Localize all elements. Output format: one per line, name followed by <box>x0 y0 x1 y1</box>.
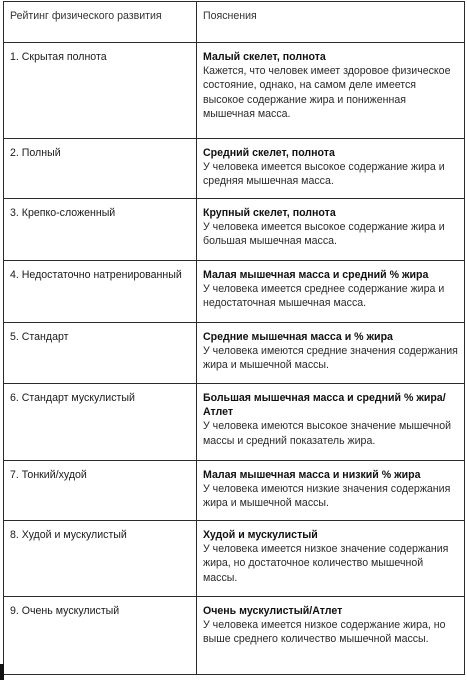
explanation-title: Малая мышечная масса и низкий % жира <box>203 469 421 481</box>
table-row <box>4 323 465 384</box>
rating-name: 1. Скрытая полнота <box>4 43 197 139</box>
explanation-cell <box>197 199 465 261</box>
rating-name: 6. Стандарт мускулистый <box>4 384 197 461</box>
explanation-text: У человека имеется высокое содержание жира и большая мышечная масса. <box>203 221 445 248</box>
explanation-cell <box>197 261 465 323</box>
explanation-text: У человека имеется низкое содержание жира, но выше среднего количество мышечной массы. <box>203 619 446 646</box>
physical-rating-table <box>3 1 465 675</box>
table-header-row <box>4 2 465 43</box>
explanation-title: Большая мышечная масса и средний % жира/ Атлет <box>203 392 446 419</box>
header-explanation: Пояснения <box>197 2 465 43</box>
explanation-cell <box>197 139 465 199</box>
explanation-cell <box>197 323 465 384</box>
explanation-cell <box>197 521 465 597</box>
rating-name: 9. Очень мускулистый <box>4 597 197 675</box>
explanation-cell <box>197 43 465 139</box>
rating-name: 8. Худой и мускулистый <box>4 521 197 597</box>
explanation-cell <box>197 461 465 521</box>
table-row <box>4 461 465 521</box>
rating-name: 4. Недостаточно натренированный <box>4 261 197 323</box>
explanation-text: У человека имеется среднее содержание жира и недостаточная мышечная масса. <box>203 283 445 310</box>
explanation-text: У человека имеется низкое значение содержания жира, но достаточное количество мышечной массы. <box>203 543 449 584</box>
explanation-title: Средние мышечная масса и % жира <box>203 331 393 343</box>
rating-name: 3. Крепко-сложенный <box>4 199 197 261</box>
explanation-cell <box>197 384 465 461</box>
page-edge-mark <box>0 664 4 680</box>
table-row <box>4 597 465 675</box>
table-row <box>4 521 465 597</box>
rating-name: 7. Тонкий/худой <box>4 461 197 521</box>
explanation-text: У человека имеются низкие значения содержания жира и мышечной массы. <box>203 483 451 510</box>
explanation-title: Малый скелет, полнота <box>203 51 326 63</box>
explanation-title: Худой и мускулистый <box>203 529 318 541</box>
explanation-text: У человека имеются высокое значение мышечной массы и средний показатель жира. <box>203 420 452 447</box>
header-rating: Рейтинг физического развития <box>4 2 197 43</box>
explanation-title: Очень мускулистый/Атлет <box>203 605 343 617</box>
explanation-text: У человека имеются средние значения содержания жира и мышечной массы. <box>203 345 458 372</box>
explanation-title: Малая мышечная масса и средний % жира <box>203 269 429 281</box>
explanation-title: Средний скелет, полнота <box>203 147 335 159</box>
table-row <box>4 139 465 199</box>
explanation-title: Крупный скелет, полнота <box>203 207 336 219</box>
explanation-text: У человека имеется высокое содержание жира и средняя мышечная масса. <box>203 161 445 188</box>
explanation-text: Кажется, что человек имеет здоровое физическое состояние, однако, на самом деле имеется высокое содержание жира и пониженная мышечная масса. <box>203 65 451 120</box>
rating-name: 2. Полный <box>4 139 197 199</box>
table-row <box>4 261 465 323</box>
table-row <box>4 384 465 461</box>
table-row <box>4 199 465 261</box>
table-row <box>4 43 465 139</box>
explanation-cell <box>197 597 465 675</box>
rating-name: 5. Стандарт <box>4 323 197 384</box>
